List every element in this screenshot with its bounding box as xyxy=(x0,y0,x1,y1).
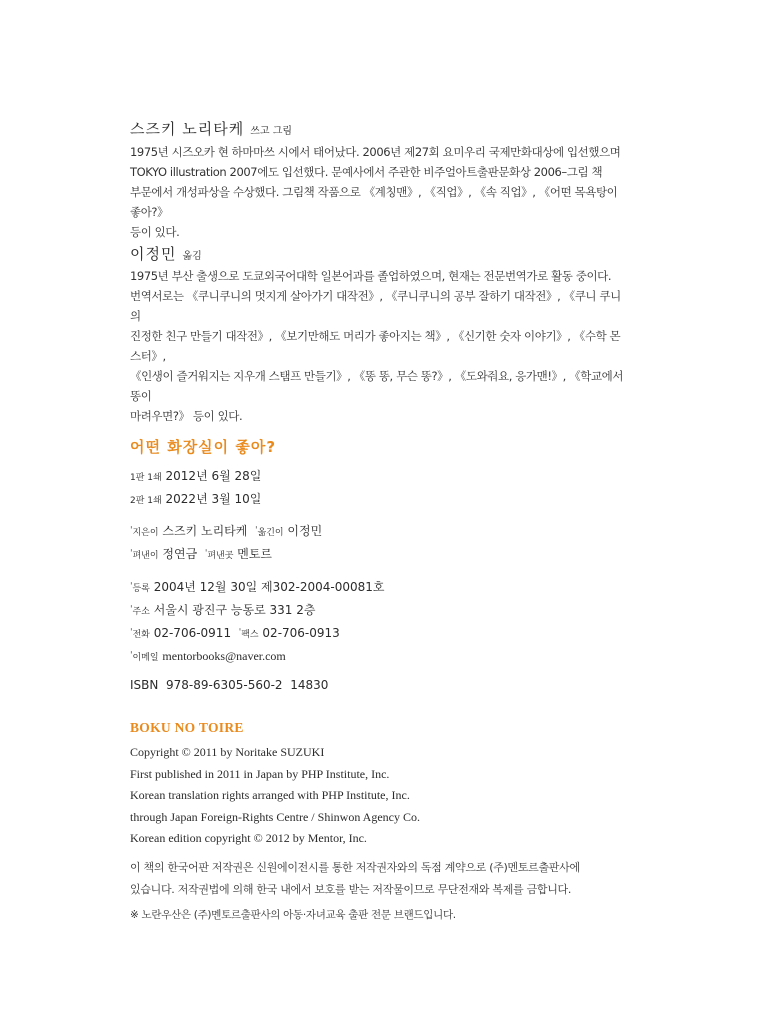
author-heading xyxy=(130,118,292,139)
original-title: BOKU NO TOIRE xyxy=(130,720,244,735)
publisher-info xyxy=(130,577,384,669)
pub-label: 이메일 xyxy=(132,653,159,663)
author-bio-line: 부문에서 개성파상을 수상했다. 그림책 작품으로 《계칭맨》, 《직업》, 《속 직업》, 《어떤 목욕탕이 좋아?》 xyxy=(130,185,618,219)
edition-row xyxy=(130,466,261,489)
author-bio-line: TOKYO illustration 2007에도 입선했다. 문예사에서 주관한 비주얼아트출판문화상 2006–그림 책 xyxy=(130,165,603,179)
translator-bio-line: 진정한 친구 만들기 대작전》, 《보기만해도 머리가 좋아지는 책》, 《신기한 숫자 이야기》, 《수학 몬스터》, xyxy=(130,329,621,363)
translator-bio-line: 번역서로는 《쿠니쿠니의 멋지게 살아가기 대작전》, 《쿠니쿠니의 공부 잘하기 대작전》, 《쿠니 쿠니의 xyxy=(130,289,621,323)
edition-label: 1판 1쇄 xyxy=(130,473,162,483)
credits-row: ˈ지은이 스즈키 노리타케 ˈ옮긴이 이정민 xyxy=(130,524,323,538)
credit-label: 펴낸곳 xyxy=(207,551,234,561)
pub-row: ˈ전화 02-706-0911 ˈ팩스 02-706-0913 xyxy=(130,626,340,640)
translator-bio-line: 마려우면?》 등이 있다. xyxy=(130,409,243,423)
credit-value: 정연금 xyxy=(162,547,198,561)
credit-label: 옮긴이 xyxy=(257,528,284,538)
credit-value: 스즈키 노리타케 xyxy=(162,524,248,538)
credit-label: 펴낸이 xyxy=(132,551,159,561)
isbn: ISBN 978-89-6305-560-2 14830 xyxy=(130,678,329,692)
edition-row xyxy=(130,489,261,512)
credit-value: 멘토르 xyxy=(237,547,273,561)
edition-list xyxy=(130,466,261,512)
pub-label: 전화 xyxy=(132,630,150,640)
translator-bio-line: 1975년 부산 출생으로 도쿄외국어대학 일본어과를 졸업하였으며, 현재는 전문번역가로 활동 중이다. xyxy=(130,269,612,283)
rights-line: 있습니다. 저작권법에 의해 한국 내에서 보호를 받는 저작물이므로 무단전재와 복제를 금합니다. xyxy=(130,883,572,896)
pub-value: 서울시 광진구 능동로 331 2층 xyxy=(153,603,316,617)
author-bio-line: 1975년 시즈오카 현 하마마쓰 시에서 태어났다. 2006년 제27회 요미우리 국제만화대상에 입선했으며 xyxy=(130,145,621,159)
credits-row: ˈ펴낸이 정연금 ˈ펴낸곳 멘토르 xyxy=(130,547,273,561)
pub-row: ˈ주소 서울시 광진구 능동로 331 2층 xyxy=(130,603,316,617)
credit-label: 지은이 xyxy=(132,528,159,538)
pub-label: 팩스 xyxy=(241,630,259,640)
book-title: 어떤 화장실이 좋아? xyxy=(130,438,277,456)
english-credit-line: through Japan Foreign-Rights Centre / Shinwon Agency Co. xyxy=(130,809,420,824)
english-credits xyxy=(130,742,420,850)
pub-value: 2004년 12월 30일 제302-2004-00081호 xyxy=(153,580,385,594)
pub-value: 02-706-0911 xyxy=(153,626,232,640)
english-credit-line: Korean translation rights arranged with PHP Institute, Inc. xyxy=(130,788,410,802)
author-bio-line: 등이 있다. xyxy=(130,225,180,239)
translator-bio-line: 《인생이 즐거워지는 지우개 스탬프 만들기》, 《똥 똥, 무슨 똥?》, 《도와줘요, 응가맨!》, 《학교에서 똥이 xyxy=(130,369,624,403)
pub-value: 02-706-0913 xyxy=(262,626,340,640)
pub-row: ˈ이메일 mentorbooks@naver.com xyxy=(130,649,286,663)
translator-role: 옮김 xyxy=(182,251,202,262)
english-credit-line: Korean edition copyright © 2012 by Mentor, Inc. xyxy=(130,831,367,845)
pub-row: ˈ등록 2004년 12월 30일 제302-2004-00081호 xyxy=(130,580,385,594)
author-name: 스즈키 노리타케 xyxy=(130,120,245,138)
translator-bio xyxy=(130,266,630,426)
english-credit-line: First published in 2011 in Japan by PHP Institute, Inc. xyxy=(130,766,390,781)
edition-date: 2022년 3월 10일 xyxy=(165,492,262,506)
english-credit-line: Copyright © 2011 by Noritake SUZUKI xyxy=(130,745,325,759)
pub-label: 주소 xyxy=(132,607,150,617)
edition-date: 2012년 6월 28일 xyxy=(165,469,262,483)
credit-value: 이정민 xyxy=(287,524,323,538)
email-value: mentorbooks@naver.com xyxy=(162,649,286,663)
translator-heading xyxy=(130,243,202,264)
pub-label: 등록 xyxy=(132,584,150,594)
author-role: 쓰고 그림 xyxy=(250,126,293,137)
rights-line: 이 책의 한국어판 저작권은 신원에이전시를 통한 저작권자와의 독점 계약으로 (주)멘토르출판사에 xyxy=(130,861,580,874)
rights-notice xyxy=(130,857,580,901)
translator-name: 이정민 xyxy=(130,245,177,263)
credits xyxy=(130,521,322,567)
author-bio xyxy=(130,142,630,242)
edition-label: 2판 1쇄 xyxy=(130,496,162,506)
brand-note: ※ 노란우산은 (주)멘토르출판사의 아동·자녀교육 출판 전문 브랜드입니다. xyxy=(130,909,456,921)
